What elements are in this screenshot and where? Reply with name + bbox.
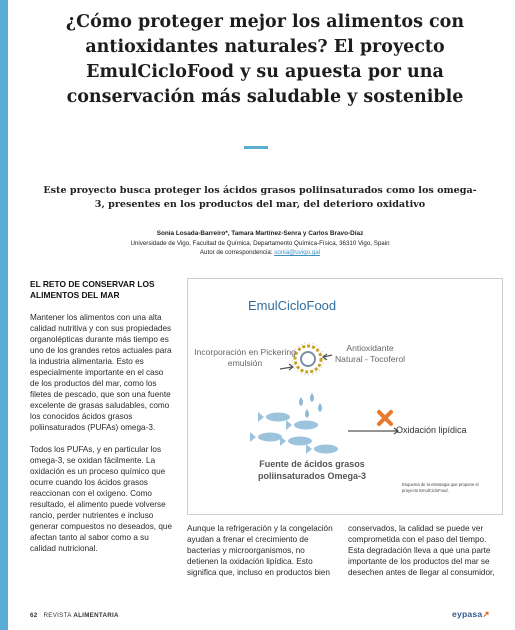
article-lead: Este proyecto busca proteger los ácidos grasos poliinsaturados como los omega-3, presentes en los productos del mar, del deterioro oxidativo <box>43 185 477 210</box>
author-affiliation: Universidade de Vigo, Facultad de Química, Departamento Química-Física, 36310 Vigo, Spain <box>130 239 390 247</box>
correspondence-line <box>20 248 500 258</box>
section-heading: EL RETO DE CONSERVAR LOS ALIMENTOS DEL MAR <box>30 279 155 300</box>
magazine-name: REVISTA <box>43 612 72 619</box>
correspondence-email-link[interactable]: sonia@uvigo.gal <box>274 249 321 256</box>
oil-droplets-icon <box>299 393 322 418</box>
title-divider <box>244 146 268 149</box>
text-column-2: Aunque la refrigeración y la congelación ayudan a frenar el crecimiento de bacterias y microorganismos, no detienen la oxidación lipídica. Esto significa que, incluso en productos bien <box>187 524 333 577</box>
page-number: 62 <box>30 612 38 619</box>
magazine-name-bold: ALIMENTARIA <box>73 612 119 619</box>
oxidation-blocked-cross-icon <box>379 412 391 424</box>
authors-block <box>20 229 500 258</box>
article-title: ¿Cómo proteger mejor los alimentos con antioxidantes naturales? El proyecto EmulCicloFood y su apuesta por una conservación más saludable y sostenible <box>65 12 465 107</box>
antioxidant-molecule-icon <box>292 343 324 375</box>
page-footer <box>30 612 119 619</box>
fish-group-icon <box>250 412 338 454</box>
figure-label-oxidation: Oxidación lipídica <box>396 425 467 435</box>
correspondence-label: Autor de correspondencia: <box>199 249 273 256</box>
figure-title: EmulCicloFood <box>248 298 337 313</box>
figure-label-omega3-source: Fuente de ácidos grasos poliinsaturados Omega-3 <box>257 459 367 481</box>
project-scheme-figure <box>187 278 503 515</box>
logo-text: eypasa <box>452 609 483 619</box>
side-color-stripe <box>0 0 8 630</box>
text-column-1 <box>30 279 172 565</box>
paragraph-2: Todos los PUFAs, y en particular los omega-3, se oxidan fácilmente. La oxidación es un proceso químico que ocurre cuando los ácidos grasos reaccionan con el oxígeno. Como resultado, el alimento puede volverse rancio, perder nutrientes e incluso generar compuestos no deseados, que afectan tanto al sabor como a su calidad nutricional. <box>30 445 173 553</box>
paragraph-1: Mantener los alimentos con una alta calidad nutritiva y con sus propiedades organolépticas durante más tiempo es uno de los grandes retos actuales para la industria alimentaria. Esto es especialmente importante en el caso de los productos del mar, como los filetes de pescado, que son una fuente excelente de grasas saludables, como los conocidos ácidos grasos poliinsaturados (PUFAs) omega-3. <box>30 313 172 432</box>
eypasa-logo: eypasa↗ <box>452 609 490 619</box>
figure-caption: Esquema de la estrategia que propone el proyecto EmulCicloFood. <box>402 482 479 493</box>
text-column-3: conservados, la calidad se puede ver comprometida con el paso del tiempo. Esta degradación lleva a que una parte importante de los productos del mar se desechen antes de llegar al consumidor, <box>348 524 495 577</box>
figure-label-antioxidant: Antioxidante Natural - Tocoferol <box>334 343 406 364</box>
figure-label-pickering: Incorporación en Pickering emulsión <box>194 347 296 368</box>
author-names: Sonia Losada-Barreiro*, Tamara Martínez-Senra y Carlos Bravo-Díaz <box>156 230 364 237</box>
